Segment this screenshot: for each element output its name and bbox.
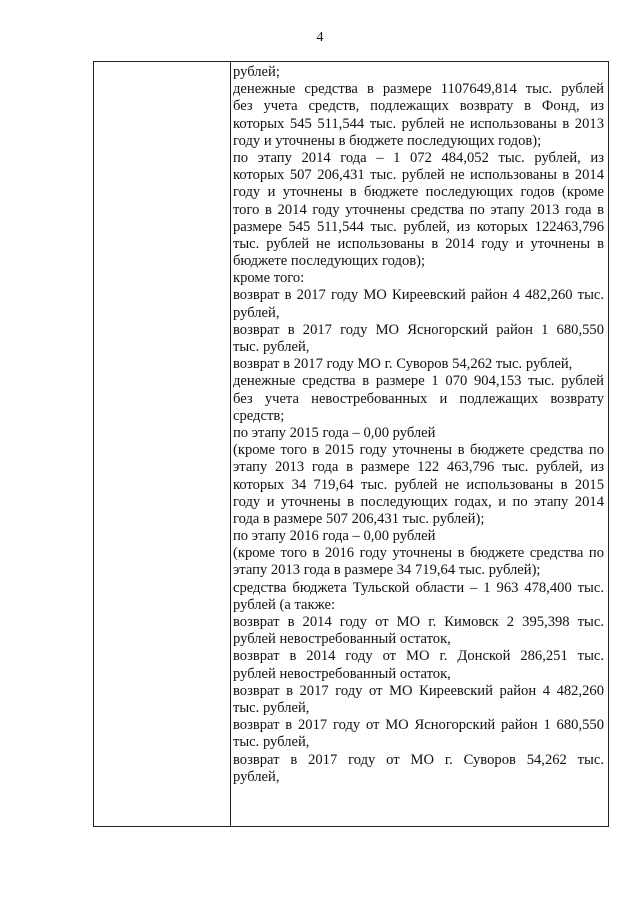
text-line: (кроме того в 2015 году уточнены в бюджете средства по: [233, 442, 604, 459]
text-line: без учета средств, подлежащих возврату в Фонд, из: [233, 98, 604, 115]
text-line: рублей;: [233, 64, 280, 80]
text-line: бюджете последующих годов);: [233, 253, 426, 270]
table-cell-text: [233, 64, 604, 786]
text-line: средства бюджета Тульской области – 1 963 478,400 тыс.: [233, 579, 604, 596]
text-line: рублей (а также:: [233, 596, 336, 613]
text-line: которых 34 719,64 тыс. рублей не использованы в 2015: [233, 476, 604, 493]
text-line: тыс. рублей не использованы в 2014 году и уточнены в: [233, 235, 604, 252]
column-divider: [230, 62, 231, 826]
text-line: возврат в 2014 году от МО г. Донской 286,251 тыс.: [233, 648, 604, 665]
text-line: возврат в 2017 году МО Ясногорский район 1 680,550: [233, 321, 604, 338]
text-line: которых 507 206,431 тыс. рублей не использованы в 2014: [233, 167, 604, 184]
text-line: средств;: [233, 407, 285, 424]
text-line: рублей,: [233, 304, 280, 321]
text-line: возврат в 2017 году от МО Ясногорский район 1 680,550: [233, 717, 604, 734]
text-line: по этапу 2014 года – 1 072 484,052 тыс. рублей, из: [233, 149, 604, 166]
text-line: году и уточнены в последующих годах, и по этапу 2014: [233, 493, 604, 510]
text-line: возврат в 2017 году от МО г. Суворов 54,262 тыс.: [233, 751, 604, 768]
text-line: того в 2014 году уточнены средства по этапу 2013 года в: [233, 201, 604, 218]
text-line: рублей невостребованный остаток,: [233, 631, 451, 648]
text-line: денежные средства в размере 1107649,814 тыс. рублей: [233, 81, 604, 98]
text-line: рублей невостребованный остаток,: [233, 665, 451, 682]
text-line: по этапу 2015 года – 0,00 рублей: [233, 424, 436, 441]
page-number: 4: [316, 30, 324, 45]
text-line: тыс. рублей,: [233, 339, 310, 355]
text-line: по этапу 2016 года – 0,00 рублей: [233, 528, 436, 545]
text-line: этапу 2013 года в размере 34 719,64 тыс. рублей);: [233, 562, 541, 579]
text-line: возврат в 2017 году МО г. Суворов 54,262 тыс. рублей,: [233, 356, 573, 373]
text-line: тыс. рублей,: [233, 699, 310, 716]
text-line: кроме того:: [233, 270, 305, 287]
text-line: рублей,: [233, 768, 280, 785]
text-line: года в размере 507 206,431 тыс. рублей);: [233, 510, 485, 527]
text-line: без учета невостребованных и подлежащих возврату: [233, 390, 604, 407]
text-line: денежные средства в размере 1 070 904,153 тыс. рублей: [233, 373, 604, 390]
text-line: возврат в 2017 году МО Киреевский район 4 482,260 тыс.: [233, 287, 604, 304]
text-line: тыс. рублей,: [233, 734, 310, 751]
text-line: году и уточнены в бюджете последующих годов (кроме: [233, 184, 604, 201]
text-line: размере 545 511,544 тыс. рублей, из которых 122463,796: [233, 218, 604, 235]
text-line: которых 545 511,544 тыс. рублей не использованы в 2013: [233, 115, 604, 132]
text-line: (кроме того в 2016 году уточнены в бюджете средства по: [233, 545, 604, 562]
text-line: возврат в 2014 году от МО г. Кимовск 2 395,398 тыс.: [233, 614, 604, 630]
document-table: [93, 61, 609, 827]
text-line: возврат в 2017 году от МО Киреевский район 4 482,260: [233, 682, 604, 699]
text-line: году и уточнены в бюджете последующих годов);: [233, 132, 542, 149]
text-line: этапу 2013 года в размере 122 463,796 тыс. рублей, из: [233, 459, 604, 476]
